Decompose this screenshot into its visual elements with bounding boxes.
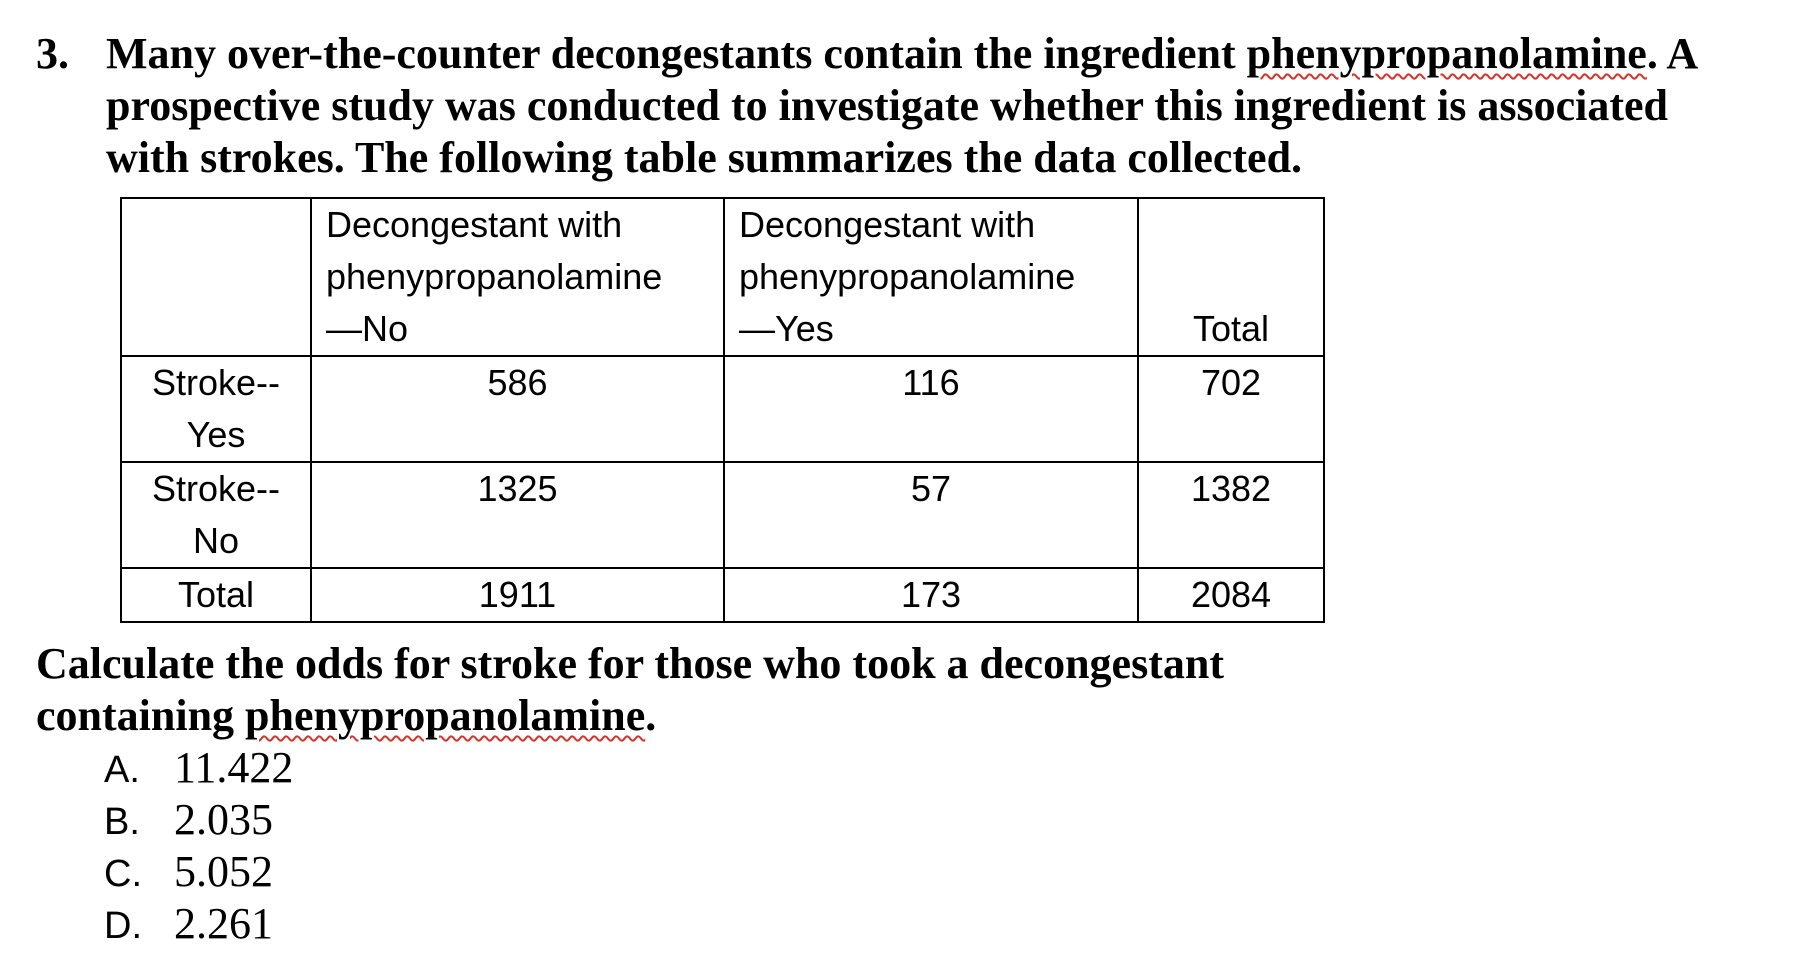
cell-no: 586 — [311, 356, 724, 462]
table-row — [121, 356, 1324, 462]
choice-letter: D. — [104, 905, 142, 947]
header-decongestant-no — [311, 198, 724, 356]
cell-yes: 116 — [724, 356, 1138, 462]
row-label-line: No — [192, 520, 240, 561]
choice-d[interactable] — [104, 898, 293, 950]
row-label-line: Stroke-- — [151, 362, 281, 403]
table-total-row — [121, 568, 1324, 622]
header-line: —No — [326, 308, 409, 349]
header-line: Decongestant with — [739, 204, 1036, 245]
choice-letter: B. — [104, 801, 140, 843]
cell-yes: 57 — [724, 462, 1138, 568]
row-label — [121, 356, 311, 462]
row-label: Total — [121, 568, 311, 622]
corner-cell — [121, 198, 311, 356]
row-label — [121, 462, 311, 568]
misspelled-word: phenypropanolamine — [1246, 29, 1647, 78]
choice-value: 2.035 — [174, 795, 273, 844]
prompt-text — [36, 638, 1224, 742]
question-text-segment: . A — [1646, 29, 1699, 78]
choice-value: 5.052 — [174, 847, 273, 896]
misspelled-word: phenypropanolamine — [245, 691, 646, 740]
question-line-2: prospective study was conducted to investigate whether this ingredient is associated — [106, 81, 1668, 130]
header-line: Decongestant with — [326, 204, 623, 245]
prompt-line-2 — [36, 690, 1224, 742]
cell-no: 1325 — [311, 462, 724, 568]
prompt-text-segment: . — [645, 691, 657, 740]
question-line-3: with strokes. The following table summarizes the data collected. — [106, 133, 1303, 182]
choice-a[interactable] — [104, 742, 293, 794]
question-number: 3. — [36, 29, 69, 78]
row-label-line: Stroke-- — [151, 468, 281, 509]
choice-letter: A. — [104, 749, 140, 791]
choice-c[interactable] — [104, 846, 293, 898]
choice-value: 11.422 — [174, 743, 294, 792]
table-header-row — [121, 198, 1324, 356]
cell-total: 1382 — [1138, 462, 1324, 568]
contingency-table — [120, 197, 1325, 623]
choice-b[interactable] — [104, 794, 293, 846]
header-decongestant-yes — [724, 198, 1138, 356]
header-line: phenypropanolamine — [739, 256, 1076, 297]
cell-total: 2084 — [1138, 568, 1324, 622]
question-text-segment: Many over-the-counter decongestants contain the ingredient — [106, 29, 1247, 78]
cell-total: 702 — [1138, 356, 1324, 462]
cell-no: 1911 — [311, 568, 724, 622]
header-line: phenypropanolamine — [326, 256, 663, 297]
question-text — [36, 28, 1776, 184]
table-row — [121, 462, 1324, 568]
choice-value: 2.261 — [174, 899, 273, 948]
row-label-line: Yes — [186, 414, 246, 455]
answer-choices — [104, 742, 293, 950]
question-line-1 — [36, 28, 1776, 80]
header-line: —Yes — [739, 308, 834, 349]
choice-letter: C. — [104, 853, 142, 895]
cell-yes: 173 — [724, 568, 1138, 622]
header-total: Total — [1138, 198, 1324, 356]
prompt-text-segment: containing — [36, 691, 246, 740]
prompt-line-1: Calculate the odds for stroke for those who took a decongestant — [36, 639, 1224, 688]
